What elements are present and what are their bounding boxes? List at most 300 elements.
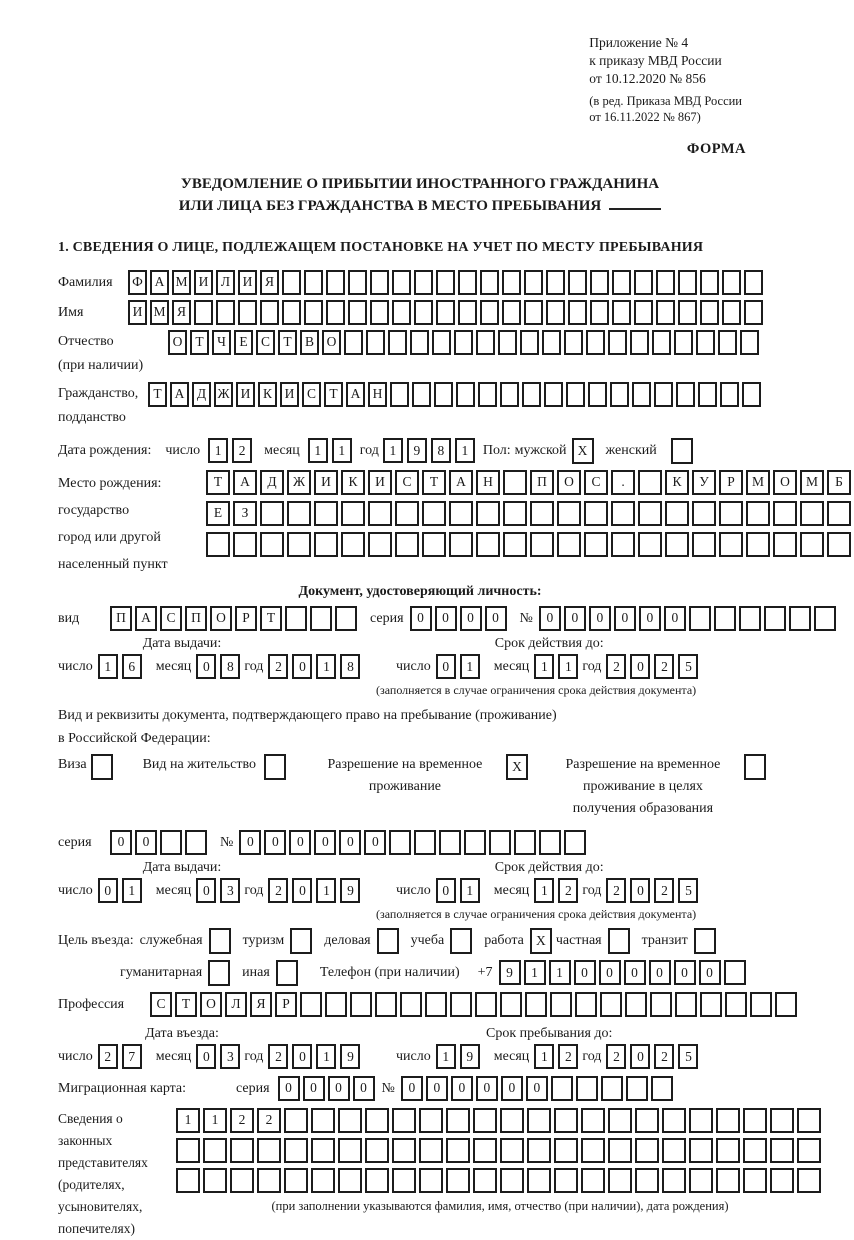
form-cell[interactable] bbox=[524, 300, 543, 325]
form-cell[interactable] bbox=[422, 532, 446, 557]
sex-male-checkbox[interactable] bbox=[572, 438, 594, 464]
form-cell[interactable]: 1 bbox=[176, 1108, 200, 1133]
form-cell[interactable] bbox=[554, 1108, 578, 1133]
form-cell[interactable] bbox=[304, 270, 323, 295]
form-cell[interactable] bbox=[341, 501, 365, 526]
form-cell[interactable] bbox=[662, 1168, 686, 1193]
form-cell[interactable] bbox=[662, 1138, 686, 1163]
form-cell[interactable]: 0 bbox=[624, 960, 646, 985]
form-cell[interactable] bbox=[203, 1138, 227, 1163]
form-cell[interactable]: 1 bbox=[98, 654, 118, 679]
form-cell[interactable] bbox=[743, 1138, 767, 1163]
form-cell[interactable] bbox=[412, 382, 431, 407]
form-cell[interactable]: 1 bbox=[534, 654, 554, 679]
form-cell[interactable]: И bbox=[314, 470, 338, 495]
birthplace-cells-row1[interactable] bbox=[206, 470, 854, 495]
form-cell[interactable] bbox=[449, 501, 473, 526]
valid-month-cells[interactable] bbox=[534, 878, 582, 903]
form-cell[interactable] bbox=[608, 928, 630, 954]
migration-number-cells[interactable] bbox=[401, 1076, 676, 1101]
form-cell[interactable] bbox=[257, 1168, 281, 1193]
form-cell[interactable]: Т bbox=[260, 606, 282, 631]
form-cell[interactable] bbox=[694, 928, 716, 954]
form-cell[interactable] bbox=[739, 606, 761, 631]
form-cell[interactable]: 1 bbox=[308, 438, 328, 463]
form-cell[interactable] bbox=[546, 300, 565, 325]
form-cell[interactable] bbox=[716, 1108, 740, 1133]
form-cell[interactable] bbox=[260, 532, 284, 557]
form-cell[interactable] bbox=[514, 830, 536, 855]
form-cell[interactable] bbox=[700, 992, 722, 1017]
form-cell[interactable] bbox=[282, 300, 301, 325]
form-cell[interactable] bbox=[216, 300, 235, 325]
form-cell[interactable]: 0 bbox=[589, 606, 611, 631]
form-cell[interactable] bbox=[238, 300, 257, 325]
form-cell[interactable] bbox=[568, 270, 587, 295]
form-cell[interactable] bbox=[365, 1138, 389, 1163]
form-cell[interactable] bbox=[436, 270, 455, 295]
form-cell[interactable]: 2 bbox=[558, 878, 578, 903]
form-cell[interactable] bbox=[773, 501, 797, 526]
form-cell[interactable] bbox=[388, 330, 407, 355]
form-cell[interactable] bbox=[390, 382, 409, 407]
form-cell[interactable]: 2 bbox=[558, 1044, 578, 1069]
form-cell[interactable] bbox=[575, 992, 597, 1017]
purpose-private-checkbox[interactable] bbox=[608, 928, 630, 954]
form-cell[interactable]: 0 bbox=[451, 1076, 473, 1101]
valid-day-cells[interactable] bbox=[436, 654, 484, 679]
form-cell[interactable]: 0 bbox=[292, 878, 312, 903]
form-cell[interactable] bbox=[476, 501, 500, 526]
form-cell[interactable]: И bbox=[194, 270, 213, 295]
form-cell[interactable]: 1 bbox=[460, 654, 480, 679]
form-cell[interactable]: 0 bbox=[476, 1076, 498, 1101]
form-cell[interactable] bbox=[743, 1108, 767, 1133]
form-cell[interactable] bbox=[304, 300, 323, 325]
form-cell[interactable] bbox=[480, 300, 499, 325]
form-cell[interactable]: В bbox=[300, 330, 319, 355]
form-cell[interactable] bbox=[311, 1138, 335, 1163]
form-cell[interactable] bbox=[91, 754, 113, 780]
form-cell[interactable] bbox=[344, 330, 363, 355]
form-cell[interactable] bbox=[651, 1076, 673, 1101]
form-cell[interactable] bbox=[652, 330, 671, 355]
form-cell[interactable] bbox=[432, 330, 451, 355]
form-cell[interactable]: 0 bbox=[278, 1076, 300, 1101]
doc-series-cells[interactable] bbox=[410, 606, 510, 631]
form-cell[interactable]: 0 bbox=[436, 878, 456, 903]
form-cell[interactable] bbox=[473, 1138, 497, 1163]
form-cell[interactable] bbox=[338, 1168, 362, 1193]
form-cell[interactable] bbox=[326, 300, 345, 325]
form-cell[interactable] bbox=[635, 1138, 659, 1163]
form-cell[interactable] bbox=[608, 1168, 632, 1193]
form-cell[interactable] bbox=[608, 330, 627, 355]
form-cell[interactable]: Р bbox=[719, 470, 743, 495]
patronymic-cells[interactable] bbox=[168, 330, 762, 355]
form-cell[interactable] bbox=[716, 1168, 740, 1193]
form-cell[interactable] bbox=[588, 382, 607, 407]
form-cell[interactable] bbox=[503, 501, 527, 526]
form-cell[interactable] bbox=[176, 1168, 200, 1193]
form-cell[interactable] bbox=[568, 300, 587, 325]
form-cell[interactable]: 0 bbox=[353, 1076, 375, 1101]
form-cell[interactable] bbox=[744, 300, 763, 325]
purpose-work-checkbox[interactable] bbox=[530, 928, 552, 954]
form-cell[interactable] bbox=[185, 830, 207, 855]
form-cell[interactable]: Н bbox=[368, 382, 387, 407]
temp-residence-checkbox[interactable] bbox=[506, 754, 528, 780]
form-cell[interactable] bbox=[692, 532, 716, 557]
form-cell[interactable]: 5 bbox=[678, 654, 698, 679]
form-cell[interactable]: 0 bbox=[436, 654, 456, 679]
purpose-other-checkbox[interactable] bbox=[276, 960, 298, 986]
form-cell[interactable] bbox=[285, 606, 307, 631]
form-cell[interactable] bbox=[530, 532, 554, 557]
issue-month-cells[interactable] bbox=[196, 878, 244, 903]
form-cell[interactable] bbox=[692, 501, 716, 526]
form-cell[interactable] bbox=[770, 1168, 794, 1193]
form-cell[interactable]: 8 bbox=[340, 654, 360, 679]
form-cell[interactable]: 0 bbox=[135, 830, 157, 855]
form-cell[interactable]: Л bbox=[216, 270, 235, 295]
form-cell[interactable] bbox=[502, 270, 521, 295]
form-cell[interactable] bbox=[638, 501, 662, 526]
form-cell[interactable]: 2 bbox=[606, 878, 626, 903]
form-cell[interactable] bbox=[338, 1138, 362, 1163]
form-cell[interactable]: 0 bbox=[196, 1044, 216, 1069]
birth-month-cells[interactable] bbox=[308, 438, 356, 463]
form-cell[interactable] bbox=[814, 606, 836, 631]
form-cell[interactable] bbox=[724, 960, 746, 985]
form-cell[interactable]: А bbox=[233, 470, 257, 495]
name-cells[interactable] bbox=[128, 300, 766, 325]
form-cell[interactable] bbox=[425, 992, 447, 1017]
form-cell[interactable]: И bbox=[368, 470, 392, 495]
form-cell[interactable] bbox=[284, 1168, 308, 1193]
form-cell[interactable] bbox=[314, 532, 338, 557]
form-cell[interactable] bbox=[770, 1138, 794, 1163]
form-cell[interactable] bbox=[530, 501, 554, 526]
form-cell[interactable]: 0 bbox=[196, 878, 216, 903]
form-cell[interactable] bbox=[365, 1108, 389, 1133]
form-cell[interactable] bbox=[368, 501, 392, 526]
form-cell[interactable] bbox=[634, 300, 653, 325]
form-cell[interactable] bbox=[208, 960, 230, 986]
form-cell[interactable]: 0 bbox=[539, 606, 561, 631]
form-cell[interactable]: Р bbox=[275, 992, 297, 1017]
form-cell[interactable] bbox=[770, 1108, 794, 1133]
form-cell[interactable]: З bbox=[233, 501, 257, 526]
form-cell[interactable]: Ж bbox=[214, 382, 233, 407]
form-cell[interactable] bbox=[722, 300, 741, 325]
form-cell[interactable]: X bbox=[506, 754, 528, 780]
form-cell[interactable] bbox=[326, 270, 345, 295]
form-cell[interactable]: А bbox=[449, 470, 473, 495]
form-cell[interactable] bbox=[300, 992, 322, 1017]
form-cell[interactable] bbox=[395, 501, 419, 526]
form-cell[interactable]: И bbox=[238, 270, 257, 295]
form-cell[interactable]: 1 bbox=[203, 1108, 227, 1133]
form-cell[interactable] bbox=[827, 532, 851, 557]
form-cell[interactable]: И bbox=[236, 382, 255, 407]
form-cell[interactable] bbox=[365, 1168, 389, 1193]
form-cell[interactable]: 5 bbox=[678, 1044, 698, 1069]
form-cell[interactable] bbox=[581, 1108, 605, 1133]
form-cell[interactable] bbox=[634, 270, 653, 295]
form-cell[interactable] bbox=[476, 532, 500, 557]
form-cell[interactable] bbox=[584, 501, 608, 526]
form-cell[interactable] bbox=[557, 532, 581, 557]
form-cell[interactable]: П bbox=[110, 606, 132, 631]
form-cell[interactable] bbox=[434, 382, 453, 407]
form-cell[interactable] bbox=[419, 1168, 443, 1193]
form-cell[interactable] bbox=[797, 1108, 821, 1133]
form-cell[interactable]: 0 bbox=[501, 1076, 523, 1101]
form-cell[interactable]: Н bbox=[476, 470, 500, 495]
form-cell[interactable] bbox=[554, 1138, 578, 1163]
form-cell[interactable] bbox=[612, 270, 631, 295]
form-cell[interactable] bbox=[789, 606, 811, 631]
form-cell[interactable] bbox=[503, 532, 527, 557]
form-cell[interactable] bbox=[630, 330, 649, 355]
form-cell[interactable]: 2 bbox=[230, 1108, 254, 1133]
form-cell[interactable] bbox=[744, 754, 766, 780]
entry-day-cells[interactable] bbox=[98, 1044, 146, 1069]
form-cell[interactable] bbox=[206, 532, 230, 557]
form-cell[interactable] bbox=[456, 382, 475, 407]
form-cell[interactable]: 7 bbox=[122, 1044, 142, 1069]
form-cell[interactable] bbox=[458, 300, 477, 325]
form-cell[interactable] bbox=[475, 992, 497, 1017]
form-cell[interactable]: X bbox=[530, 928, 552, 954]
form-cell[interactable]: О bbox=[557, 470, 581, 495]
form-cell[interactable] bbox=[311, 1168, 335, 1193]
form-cell[interactable]: 1 bbox=[524, 960, 546, 985]
form-cell[interactable] bbox=[610, 382, 629, 407]
form-cell[interactable] bbox=[203, 1168, 227, 1193]
form-cell[interactable] bbox=[276, 960, 298, 986]
form-cell[interactable]: 0 bbox=[292, 654, 312, 679]
form-cell[interactable] bbox=[725, 992, 747, 1017]
form-cell[interactable]: Т bbox=[206, 470, 230, 495]
form-cell[interactable]: 0 bbox=[339, 830, 361, 855]
form-cell[interactable] bbox=[377, 928, 399, 954]
form-cell[interactable] bbox=[422, 501, 446, 526]
form-cell[interactable] bbox=[689, 606, 711, 631]
form-cell[interactable] bbox=[546, 270, 565, 295]
form-cell[interactable]: 9 bbox=[460, 1044, 480, 1069]
form-cell[interactable] bbox=[287, 501, 311, 526]
form-cell[interactable]: И bbox=[280, 382, 299, 407]
form-cell[interactable]: Е bbox=[234, 330, 253, 355]
form-cell[interactable] bbox=[626, 1076, 648, 1101]
form-cell[interactable]: 2 bbox=[654, 1044, 674, 1069]
form-cell[interactable]: 2 bbox=[268, 878, 288, 903]
form-cell[interactable]: 8 bbox=[431, 438, 451, 463]
form-cell[interactable] bbox=[233, 532, 257, 557]
form-cell[interactable] bbox=[176, 1138, 200, 1163]
form-cell[interactable] bbox=[476, 330, 495, 355]
form-cell[interactable] bbox=[368, 532, 392, 557]
form-cell[interactable] bbox=[797, 1168, 821, 1193]
form-cell[interactable] bbox=[590, 270, 609, 295]
form-cell[interactable]: О bbox=[200, 992, 222, 1017]
form-cell[interactable]: 0 bbox=[630, 654, 650, 679]
form-cell[interactable] bbox=[473, 1168, 497, 1193]
form-cell[interactable]: 0 bbox=[674, 960, 696, 985]
form-cell[interactable] bbox=[656, 270, 675, 295]
form-cell[interactable]: 9 bbox=[340, 1044, 360, 1069]
form-cell[interactable]: 1 bbox=[549, 960, 571, 985]
form-cell[interactable] bbox=[284, 1138, 308, 1163]
form-cell[interactable] bbox=[525, 992, 547, 1017]
form-cell[interactable] bbox=[554, 1168, 578, 1193]
form-cell[interactable]: 1 bbox=[534, 878, 554, 903]
form-cell[interactable]: 1 bbox=[316, 878, 336, 903]
form-cell[interactable]: 0 bbox=[614, 606, 636, 631]
temp-residence-education-checkbox[interactable] bbox=[744, 754, 766, 780]
form-cell[interactable] bbox=[264, 754, 286, 780]
form-cell[interactable]: И bbox=[128, 300, 147, 325]
form-cell[interactable]: 0 bbox=[364, 830, 386, 855]
form-cell[interactable] bbox=[542, 330, 561, 355]
form-cell[interactable]: 9 bbox=[407, 438, 427, 463]
form-cell[interactable]: 0 bbox=[526, 1076, 548, 1101]
form-cell[interactable]: 5 bbox=[678, 878, 698, 903]
form-cell[interactable]: 0 bbox=[426, 1076, 448, 1101]
form-cell[interactable] bbox=[338, 1108, 362, 1133]
form-cell[interactable]: О bbox=[168, 330, 187, 355]
form-cell[interactable]: С bbox=[302, 382, 321, 407]
form-cell[interactable]: 0 bbox=[110, 830, 132, 855]
form-cell[interactable]: О bbox=[773, 470, 797, 495]
form-cell[interactable]: 1 bbox=[455, 438, 475, 463]
form-cell[interactable] bbox=[564, 330, 583, 355]
citizenship-cells[interactable] bbox=[148, 382, 764, 407]
form-cell[interactable] bbox=[800, 532, 824, 557]
form-cell[interactable] bbox=[392, 300, 411, 325]
form-cell[interactable] bbox=[260, 300, 279, 325]
form-cell[interactable] bbox=[612, 300, 631, 325]
form-cell[interactable] bbox=[700, 300, 719, 325]
form-cell[interactable]: 0 bbox=[630, 878, 650, 903]
form-cell[interactable] bbox=[522, 382, 541, 407]
form-cell[interactable]: 1 bbox=[208, 438, 228, 463]
form-cell[interactable] bbox=[665, 501, 689, 526]
form-cell[interactable]: Т bbox=[175, 992, 197, 1017]
birthplace-cells-row2[interactable] bbox=[206, 501, 854, 526]
form-cell[interactable] bbox=[600, 992, 622, 1017]
form-cell[interactable]: 2 bbox=[257, 1108, 281, 1133]
form-cell[interactable] bbox=[827, 501, 851, 526]
form-cell[interactable] bbox=[524, 270, 543, 295]
form-cell[interactable] bbox=[601, 1076, 623, 1101]
form-cell[interactable] bbox=[584, 532, 608, 557]
form-cell[interactable] bbox=[581, 1168, 605, 1193]
form-cell[interactable] bbox=[557, 501, 581, 526]
form-cell[interactable]: 2 bbox=[268, 654, 288, 679]
purpose-official-checkbox[interactable] bbox=[209, 928, 231, 954]
form-cell[interactable] bbox=[325, 992, 347, 1017]
form-cell[interactable]: 2 bbox=[606, 654, 626, 679]
form-cell[interactable] bbox=[527, 1108, 551, 1133]
form-cell[interactable]: 0 bbox=[328, 1076, 350, 1101]
visa-checkbox[interactable] bbox=[91, 754, 113, 780]
form-cell[interactable]: 0 bbox=[699, 960, 721, 985]
form-cell[interactable] bbox=[314, 501, 338, 526]
entry-month-cells[interactable] bbox=[196, 1044, 244, 1069]
form-cell[interactable]: 0 bbox=[639, 606, 661, 631]
form-cell[interactable] bbox=[454, 330, 473, 355]
form-cell[interactable] bbox=[446, 1168, 470, 1193]
form-cell[interactable] bbox=[527, 1168, 551, 1193]
issue-day-cells[interactable] bbox=[98, 654, 146, 679]
form-cell[interactable]: 1 bbox=[316, 654, 336, 679]
form-cell[interactable]: Т bbox=[278, 330, 297, 355]
form-cell[interactable] bbox=[489, 830, 511, 855]
form-cell[interactable] bbox=[676, 382, 695, 407]
form-cell[interactable] bbox=[689, 1168, 713, 1193]
form-cell[interactable] bbox=[230, 1168, 254, 1193]
form-cell[interactable] bbox=[414, 270, 433, 295]
form-cell[interactable] bbox=[436, 300, 455, 325]
residence-series-cells[interactable] bbox=[110, 830, 210, 855]
form-cell[interactable] bbox=[392, 1168, 416, 1193]
form-cell[interactable] bbox=[632, 382, 651, 407]
form-cell[interactable]: К bbox=[258, 382, 277, 407]
form-cell[interactable]: 0 bbox=[599, 960, 621, 985]
form-cell[interactable] bbox=[674, 330, 693, 355]
purpose-humanitarian-checkbox[interactable] bbox=[208, 960, 230, 986]
form-cell[interactable]: С bbox=[150, 992, 172, 1017]
form-cell[interactable] bbox=[230, 1138, 254, 1163]
form-cell[interactable] bbox=[720, 382, 739, 407]
form-cell[interactable]: 0 bbox=[664, 606, 686, 631]
form-cell[interactable] bbox=[480, 270, 499, 295]
form-cell[interactable]: Б bbox=[827, 470, 851, 495]
form-cell[interactable] bbox=[348, 300, 367, 325]
form-cell[interactable]: Я bbox=[172, 300, 191, 325]
form-cell[interactable]: А bbox=[135, 606, 157, 631]
form-cell[interactable] bbox=[586, 330, 605, 355]
representatives-cells-row1[interactable] bbox=[176, 1108, 824, 1133]
form-cell[interactable] bbox=[527, 1138, 551, 1163]
form-cell[interactable]: 0 bbox=[649, 960, 671, 985]
form-cell[interactable]: 3 bbox=[220, 1044, 240, 1069]
form-cell[interactable]: 1 bbox=[460, 878, 480, 903]
form-cell[interactable]: 0 bbox=[410, 606, 432, 631]
form-cell[interactable] bbox=[500, 1138, 524, 1163]
stay-day-cells[interactable] bbox=[436, 1044, 484, 1069]
form-cell[interactable] bbox=[450, 928, 472, 954]
residence-number-cells[interactable] bbox=[239, 830, 589, 855]
form-cell[interactable]: 2 bbox=[606, 1044, 626, 1069]
form-cell[interactable] bbox=[370, 270, 389, 295]
issue-year-cells[interactable] bbox=[268, 878, 364, 903]
form-cell[interactable] bbox=[678, 300, 697, 325]
form-cell[interactable]: Я bbox=[250, 992, 272, 1017]
form-cell[interactable] bbox=[635, 1168, 659, 1193]
form-cell[interactable] bbox=[650, 992, 672, 1017]
form-cell[interactable] bbox=[473, 1108, 497, 1133]
form-cell[interactable] bbox=[746, 532, 770, 557]
form-cell[interactable] bbox=[414, 830, 436, 855]
representatives-cells-row2[interactable] bbox=[176, 1138, 824, 1163]
form-cell[interactable]: 9 bbox=[340, 878, 360, 903]
form-cell[interactable] bbox=[696, 330, 715, 355]
form-cell[interactable] bbox=[800, 501, 824, 526]
